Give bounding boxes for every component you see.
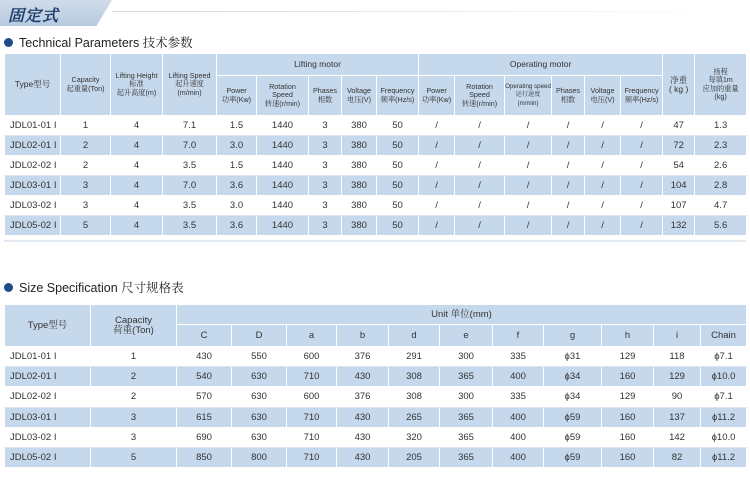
- value-cell: 365: [440, 447, 493, 467]
- bullet-icon: [4, 38, 13, 47]
- value-cell: 630: [232, 427, 287, 447]
- value-cell: /: [621, 216, 663, 236]
- value-cell: 2.3: [695, 136, 747, 156]
- header-om-phases: Phases 相数: [552, 76, 585, 116]
- technical-parameters-body: [5, 116, 747, 236]
- model-cell: JDL03-01 I: [5, 407, 91, 427]
- header-lift-extra: 扬程 每填1m 应加的重量 (kg): [695, 54, 747, 116]
- value-cell: 1.5: [217, 116, 257, 136]
- value-cell: ϕ10.0: [701, 427, 747, 447]
- value-cell: /: [419, 216, 455, 236]
- header-lifting-motor: Lifting motor: [217, 54, 419, 76]
- value-cell: /: [505, 136, 552, 156]
- header-om-frequency: Frequency 频率(Hz/s): [621, 76, 663, 116]
- value-cell: 3: [309, 176, 342, 196]
- value-cell: 47: [663, 116, 695, 136]
- header-lifting-height: Lifting Height 标准 起升高度(m): [111, 54, 163, 116]
- value-cell: 540: [177, 367, 232, 387]
- value-cell: ϕ11.2: [701, 447, 747, 467]
- value-cell: 54: [663, 156, 695, 176]
- header-lm-power: Power 功率(Kw): [217, 76, 257, 116]
- model-cell: JDL01-01 I: [5, 116, 61, 136]
- value-cell: 104: [663, 176, 695, 196]
- value-cell: /: [505, 176, 552, 196]
- value-cell: 710: [287, 427, 337, 447]
- value-cell: /: [585, 116, 621, 136]
- model-cell: JDL03-01 I: [5, 176, 61, 196]
- size-section-heading: [4, 278, 184, 296]
- size-specification-table: [4, 304, 747, 468]
- tech-section-heading: [4, 33, 193, 51]
- value-cell: /: [552, 196, 585, 216]
- value-cell: ϕ59: [544, 407, 602, 427]
- table-row: [5, 447, 747, 467]
- size-header-type: Type型号: [5, 305, 91, 347]
- value-cell: /: [585, 196, 621, 216]
- value-cell: ϕ7.1: [701, 387, 747, 407]
- value-cell: 400: [493, 427, 544, 447]
- value-cell: 160: [602, 367, 654, 387]
- value-cell: 3: [309, 196, 342, 216]
- value-cell: 3.6: [217, 176, 257, 196]
- table-divider: [4, 240, 746, 242]
- table-row: [5, 156, 747, 176]
- value-cell: 1440: [257, 116, 309, 136]
- model-cell: JDL05-02 I: [5, 447, 91, 467]
- value-cell: 380: [342, 196, 377, 216]
- value-cell: 3: [91, 407, 177, 427]
- size-column-header: d: [389, 325, 440, 347]
- table-row: [5, 367, 747, 387]
- model-cell: JDL05-02 I: [5, 216, 61, 236]
- value-cell: 4: [111, 156, 163, 176]
- value-cell: 308: [389, 367, 440, 387]
- value-cell: 380: [342, 116, 377, 136]
- value-cell: 50: [377, 116, 419, 136]
- size-column-header: b: [337, 325, 389, 347]
- header-om-speed: Operating speed 运行速度 (m/min): [505, 76, 552, 116]
- tech-section-title: Technical Parameters 技术参数: [19, 36, 193, 50]
- value-cell: 4: [111, 176, 163, 196]
- value-cell: 850: [177, 447, 232, 467]
- header-lifting-speed: Lifting Speed 起升速度 (m/min): [163, 54, 217, 116]
- value-cell: 118: [654, 347, 701, 367]
- technical-parameters-table: [4, 53, 747, 236]
- value-cell: 50: [377, 216, 419, 236]
- value-cell: /: [419, 176, 455, 196]
- value-cell: /: [552, 216, 585, 236]
- value-cell: /: [505, 196, 552, 216]
- header-operating-motor: Operating motor: [419, 54, 663, 76]
- value-cell: 4: [111, 216, 163, 236]
- value-cell: /: [419, 136, 455, 156]
- model-cell: JDL02-02 I: [5, 387, 91, 407]
- value-cell: 50: [377, 176, 419, 196]
- size-column-header: f: [493, 325, 544, 347]
- value-cell: 430: [337, 447, 389, 467]
- size-header-capacity: Capacity 荷重(Ton): [91, 305, 177, 347]
- value-cell: /: [552, 116, 585, 136]
- value-cell: 107: [663, 196, 695, 216]
- value-cell: 2: [91, 387, 177, 407]
- value-cell: ϕ31: [544, 347, 602, 367]
- value-cell: 3.5: [163, 156, 217, 176]
- table-row: [5, 116, 747, 136]
- value-cell: 205: [389, 447, 440, 467]
- value-cell: 291: [389, 347, 440, 367]
- model-cell: JDL02-01 I: [5, 367, 91, 387]
- table-row: [5, 136, 747, 156]
- value-cell: 160: [602, 447, 654, 467]
- value-cell: 82: [654, 447, 701, 467]
- value-cell: 365: [440, 407, 493, 427]
- value-cell: 600: [287, 347, 337, 367]
- value-cell: /: [621, 176, 663, 196]
- value-cell: 376: [337, 347, 389, 367]
- value-cell: /: [455, 176, 505, 196]
- value-cell: 570: [177, 387, 232, 407]
- value-cell: /: [552, 136, 585, 156]
- value-cell: /: [505, 156, 552, 176]
- bullet-icon: [4, 283, 13, 292]
- header-capacity: Capacity 起重量(Ton): [61, 54, 111, 116]
- value-cell: 1: [61, 116, 111, 136]
- value-cell: 300: [440, 347, 493, 367]
- value-cell: 430: [337, 407, 389, 427]
- table-row: [5, 407, 747, 427]
- value-cell: /: [505, 216, 552, 236]
- value-cell: ϕ7.1: [701, 347, 747, 367]
- value-cell: 400: [493, 447, 544, 467]
- value-cell: 3.5: [163, 216, 217, 236]
- value-cell: /: [585, 136, 621, 156]
- size-column-header: i: [654, 325, 701, 347]
- value-cell: 129: [654, 367, 701, 387]
- value-cell: 3: [309, 116, 342, 136]
- value-cell: 3: [309, 156, 342, 176]
- value-cell: 4: [111, 196, 163, 216]
- size-column-header: h: [602, 325, 654, 347]
- value-cell: 5: [61, 216, 111, 236]
- value-cell: 335: [493, 387, 544, 407]
- value-cell: 615: [177, 407, 232, 427]
- size-header-unit: Unit 单位(mm): [177, 305, 747, 325]
- value-cell: 600: [287, 387, 337, 407]
- value-cell: 3: [61, 176, 111, 196]
- value-cell: 265: [389, 407, 440, 427]
- table-row: [5, 216, 747, 236]
- value-cell: /: [455, 196, 505, 216]
- value-cell: /: [455, 116, 505, 136]
- value-cell: 3: [309, 216, 342, 236]
- value-cell: /: [585, 156, 621, 176]
- table-row: [5, 176, 747, 196]
- value-cell: 800: [232, 447, 287, 467]
- value-cell: 4: [111, 136, 163, 156]
- model-cell: JDL02-02 I: [5, 156, 61, 176]
- value-cell: ϕ34: [544, 367, 602, 387]
- value-cell: /: [455, 136, 505, 156]
- value-cell: 4.7: [695, 196, 747, 216]
- value-cell: /: [585, 176, 621, 196]
- value-cell: 1.5: [217, 156, 257, 176]
- value-cell: 2.6: [695, 156, 747, 176]
- value-cell: 400: [493, 367, 544, 387]
- value-cell: 2: [91, 367, 177, 387]
- value-cell: 380: [342, 156, 377, 176]
- value-cell: 1: [91, 347, 177, 367]
- value-cell: 320: [389, 427, 440, 447]
- value-cell: 1440: [257, 176, 309, 196]
- value-cell: ϕ59: [544, 427, 602, 447]
- value-cell: 1440: [257, 196, 309, 216]
- size-column-header: C: [177, 325, 232, 347]
- value-cell: 7.0: [163, 136, 217, 156]
- value-cell: 5.6: [695, 216, 747, 236]
- size-column-header: Chain: [701, 325, 747, 347]
- value-cell: 2: [61, 156, 111, 176]
- value-cell: /: [419, 196, 455, 216]
- model-cell: JDL03-02 I: [5, 427, 91, 447]
- value-cell: /: [621, 196, 663, 216]
- header-lm-voltage: Voltage 电压(V): [342, 76, 377, 116]
- value-cell: 630: [232, 387, 287, 407]
- value-cell: 3: [61, 196, 111, 216]
- value-cell: 50: [377, 136, 419, 156]
- size-specification-body: [5, 347, 747, 468]
- value-cell: 2.8: [695, 176, 747, 196]
- value-cell: 3.0: [217, 196, 257, 216]
- header-om-power: Power 功率(Kw): [419, 76, 455, 116]
- value-cell: 160: [602, 427, 654, 447]
- value-cell: 365: [440, 427, 493, 447]
- value-cell: 50: [377, 196, 419, 216]
- value-cell: 1440: [257, 136, 309, 156]
- value-cell: 3: [91, 427, 177, 447]
- value-cell: 3: [309, 136, 342, 156]
- model-cell: JDL02-01 I: [5, 136, 61, 156]
- page-title: 固定式: [8, 6, 60, 25]
- header-lm-phases: Phases 相数: [309, 76, 342, 116]
- value-cell: 308: [389, 387, 440, 407]
- value-cell: 430: [177, 347, 232, 367]
- value-cell: 300: [440, 387, 493, 407]
- value-cell: 430: [337, 367, 389, 387]
- value-cell: 5: [91, 447, 177, 467]
- header-weight: 净重 ( kg ): [663, 54, 695, 116]
- value-cell: /: [455, 216, 505, 236]
- value-cell: 137: [654, 407, 701, 427]
- value-cell: 1440: [257, 156, 309, 176]
- value-cell: ϕ11.2: [701, 407, 747, 427]
- size-section-title: Size Specification 尺寸规格表: [19, 281, 184, 295]
- value-cell: 365: [440, 367, 493, 387]
- table-row: [5, 347, 747, 367]
- header-lm-rotation: Rotation Speed 转速(r/min): [257, 76, 309, 116]
- model-cell: JDL03-02 I: [5, 196, 61, 216]
- size-column-header: a: [287, 325, 337, 347]
- value-cell: /: [621, 116, 663, 136]
- value-cell: /: [621, 136, 663, 156]
- value-cell: 129: [602, 347, 654, 367]
- value-cell: 710: [287, 367, 337, 387]
- value-cell: 690: [177, 427, 232, 447]
- value-cell: 4: [111, 116, 163, 136]
- value-cell: 380: [342, 136, 377, 156]
- table-row: [5, 427, 747, 447]
- value-cell: /: [419, 116, 455, 136]
- model-cell: JDL01-01 I: [5, 347, 91, 367]
- value-cell: 380: [342, 176, 377, 196]
- value-cell: 380: [342, 216, 377, 236]
- value-cell: 129: [602, 387, 654, 407]
- value-cell: /: [419, 156, 455, 176]
- value-cell: 142: [654, 427, 701, 447]
- value-cell: 7.1: [163, 116, 217, 136]
- value-cell: /: [455, 156, 505, 176]
- value-cell: 630: [232, 407, 287, 427]
- value-cell: ϕ10.0: [701, 367, 747, 387]
- value-cell: 376: [337, 387, 389, 407]
- value-cell: 2: [61, 136, 111, 156]
- value-cell: 3.0: [217, 136, 257, 156]
- title-divider: [112, 11, 750, 12]
- table-row: [5, 196, 747, 216]
- value-cell: 400: [493, 407, 544, 427]
- value-cell: 710: [287, 407, 337, 427]
- value-cell: 3.5: [163, 196, 217, 216]
- value-cell: 430: [337, 427, 389, 447]
- value-cell: 630: [232, 367, 287, 387]
- value-cell: 90: [654, 387, 701, 407]
- value-cell: 3.6: [217, 216, 257, 236]
- value-cell: /: [585, 216, 621, 236]
- header-om-rotation: Rotation Speed 转速(r/min): [455, 76, 505, 116]
- value-cell: /: [621, 156, 663, 176]
- value-cell: 1.3: [695, 116, 747, 136]
- value-cell: 550: [232, 347, 287, 367]
- header-type: Type型号: [5, 54, 61, 116]
- value-cell: 132: [663, 216, 695, 236]
- size-column-header: g: [544, 325, 602, 347]
- table-row: [5, 387, 747, 407]
- size-column-header: e: [440, 325, 493, 347]
- value-cell: 1440: [257, 216, 309, 236]
- value-cell: 50: [377, 156, 419, 176]
- value-cell: 72: [663, 136, 695, 156]
- value-cell: ϕ34: [544, 387, 602, 407]
- value-cell: 160: [602, 407, 654, 427]
- value-cell: 335: [493, 347, 544, 367]
- value-cell: /: [552, 176, 585, 196]
- value-cell: 7.0: [163, 176, 217, 196]
- value-cell: ϕ59: [544, 447, 602, 467]
- value-cell: 710: [287, 447, 337, 467]
- header-lm-frequency: Frequency 频率(Hz/s): [377, 76, 419, 116]
- value-cell: /: [505, 116, 552, 136]
- header-om-voltage: Voltage 电压(V): [585, 76, 621, 116]
- size-column-header: D: [232, 325, 287, 347]
- value-cell: /: [552, 156, 585, 176]
